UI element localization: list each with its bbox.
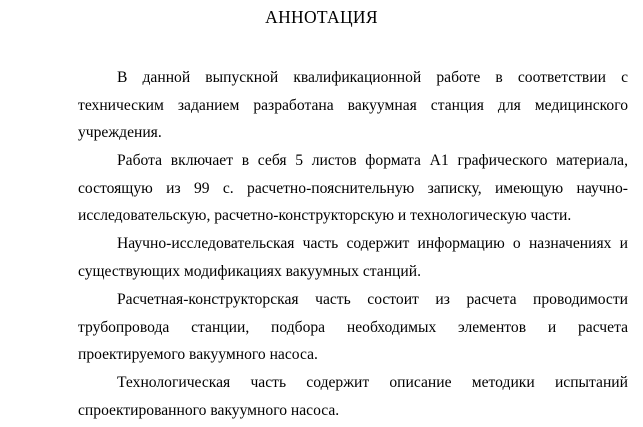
- paragraph-intro: В данной выпускной квалификационной работе в соответствии с техническим заданием разработана вакуумная станция для медицинского учреждения.: [78, 69, 628, 141]
- paragraph-research-part: Научно-исследовательская часть содержит информацию о назначениях и существующих модификациях вакуумных станций.: [78, 235, 628, 280]
- paragraph-technology-part: Технологическая часть содержит описание методики испытаний спроектированного вакуумного насоса.: [78, 374, 628, 419]
- paragraph-design-part: Расчетная-конструкторская часть состоит из расчета проводимости трубопровода станции, подбора необходимых элементов и расчета проектируемого вакуумного насоса.: [78, 291, 628, 363]
- page-title: АННОТАЦИЯ: [265, 7, 378, 27]
- paragraph-composition: Работа включает в себя 5 листов формата А1 графического материала, состоящую из 99 с. расчетно-пояснительную записку, имеющую научно-исследовательскую, расчетно-конструкторскую и технологическую части.: [78, 152, 628, 224]
